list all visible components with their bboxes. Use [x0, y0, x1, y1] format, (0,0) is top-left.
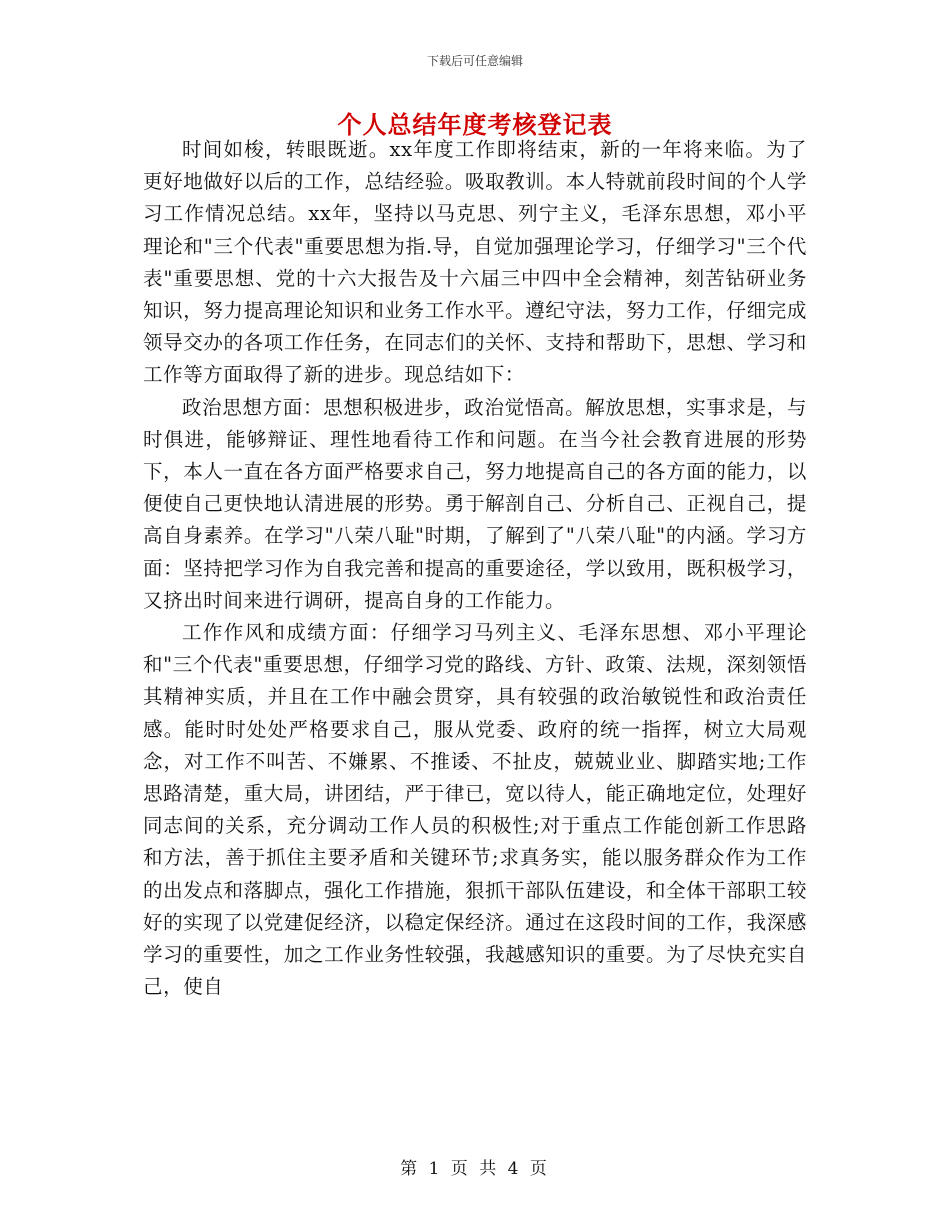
document-title: 个人总结年度考核登记表: [337, 110, 613, 139]
paragraph-work-style: 工作作风和成绩方面：仔细学习马列主义、毛泽东思想、邓小平理论和"三个代表"重要思想，仔细学习党的路线、方针、政策、法规，深刻领悟其精神实质，并且在工作中融会贯穿，具有较强的政治敏锐性和政治责任感。能时时处处严格要求自己，服从党委、政府的统一指挥，树立大局观念，对工作不叫苦、不嫌累、不推诿、不扯皮，兢兢业业、脚踏实地;工作思路清楚，重大局，讲团结，严于律已，宽以待人，能正确地定位，处理好同志间的关系，充分调动工作人员的积极性;对于重点工作能创新工作思路和方法，善于抓住主要矛盾和关键环节;求真务实，能以服务群众作为工作的出发点和落脚点，强化工作措施，狠抓干部队伍建设，和全体干部职工较好的实现了以党建促经济，以稳定保经济。通过在这段时间的工作，我深感学习的重要性，加之工作业务性较强，我越感知识的重要。为了尽快充实自己，使自: [143, 621, 807, 999]
paragraph-political-thought: 政治思想方面：思想积极进步，政治觉悟高。解放思想，实事求是，与时俱进，能够辩证、理性地看待工作和问题。在当今社会教育进展的形势下，本人一直在各方面严格要求自己，努力地提高自己的各方面的能力，以便使自己更快地认清进展的形势。勇于解剖自己、分析自己、正视自己，提高自身素养。在学习"八荣八耻"时期，了解到了"八荣八耻"的内涵。学习方面：坚持把学习作为自我完善和提高的重要途径，学以致用，既积极学习，又挤出时间来进行调研，提高自身的工作能力。: [143, 395, 807, 612]
page-header-note: 下载后可任意编辑: [426, 54, 523, 68]
page-number: 第 1 页 共 4 页: [400, 1159, 550, 1179]
paragraph-intro: 时间如梭，转眼既逝。xx年度工作即将结束，新的一年将来临。为了更好地做好以后的工作，总结经验。吸取教训。本人特就前段时间的个人学习工作情况总结。xx年，坚持以马克思、列宁主义，毛泽东思想，邓小平理论和"三个代表"重要思想为指.导，自觉加强理论学习，仔细学习"三个代表"重要思想、党的十六大报告及十六届三中四中全会精神，刻苦钻研业务知识，努力提高理论知识和业务工作水平。遵纪守法，努力工作，仔细完成领导交办的各项工作任务，在同志们的关怀、支持和帮助下，思想、学习和工作等方面取得了新的进步。现总结如下：: [143, 138, 807, 387]
document-body: [143, 134, 807, 1003]
